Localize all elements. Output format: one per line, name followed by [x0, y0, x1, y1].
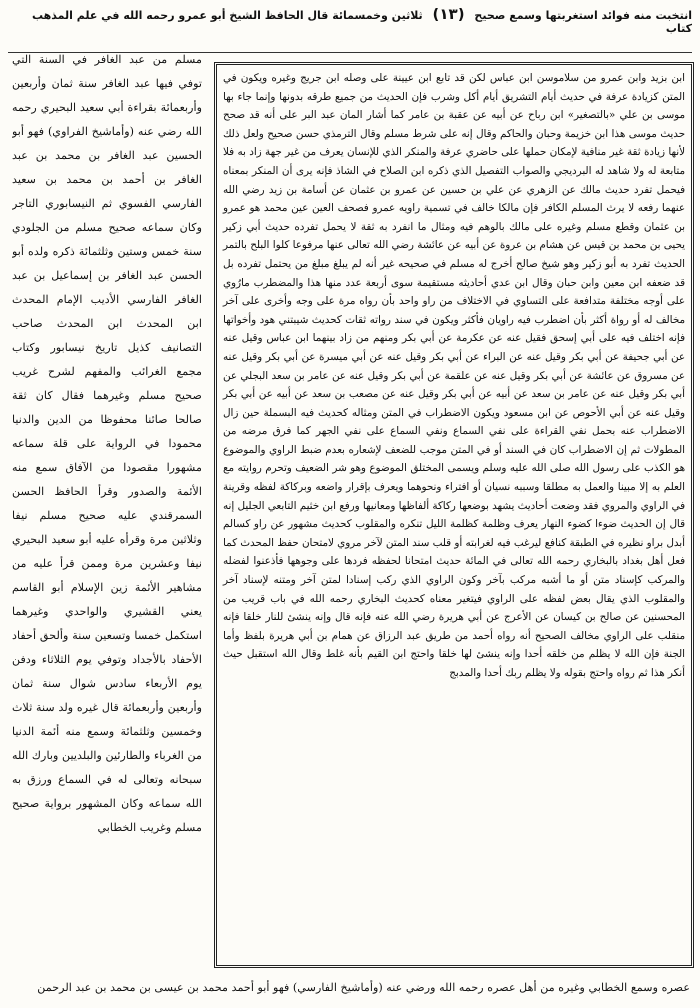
margin-text-body: مسلم من عبد الغافر في السنة التي توفي فيها عبد الغافر سنة ثمان وأربعين وأربعمائة بقراءة أبي سعيد البحيري رحمه الله رضي عنه (وأماشيخ الفراوي) فهو أبو الحسين عبد الغافر بن محمد بن عبد الغافر بن أحمد بن محمد بن سعيد الفارسي الفسوي ثم النيسابوري التاجر وكان سماعه صحيح مسلم من الجلودي سنة خمس وستين وثلثمائة ذكره ولده أبو الحسن عبد الغافر بن إسماعيل بن عبد الغافر الفارسي الأديب الإمام المحدث ابن المحدث ابن المحدث صاحب التصانيف كذيل تاريخ نيسابور وكتاب مجمع الغرائب والمفهم لشرح غريب صحيح مسلم وغيرهما فقال كان ثقة صالحا صائنا محفوظا من الدين والدنيا محمودا في الرواية على قلة سماعه مشهورا مقصودا من الآفاق سمع منه الأئمة والصدور وقرأ الحافظ الحسن السمرقندي عليه صحيح مسلم نيفا وثلاثين مرة وقرأه عليه أبو سعيد البحيري نيفا وعشرين مرة وممن قرأ عليه من مشاهير الأئمة زين الإسلام أبو القاسم يعني القشيري والواحدي وغيرهما استكمل خمسا وتسعين سنة وألحق أحفاد الأحفاد بالأجداد وتوفي يوم الثلاثاء ودفن يوم الأربعاء سادس شوال سنة ثمان وأربعين وأربعمائة قال غيره ولد سنة ثلاث وخمسين وثلثمائة وسمع منه أئمة الدنيا من الغرباء والطارئين والبلديين وبارك الله سبحانه وتعالى له في السماع ورزق به الله سماعه وكان المشهور برواية صحيح مسلم وغريب الخطابي	[12, 53, 202, 834]
running-title: ثلاثين وخمسمائة قال الحافظ الشيخ أبو عمرو رحمه الله في علم المذهب كتاب	[31, 9, 692, 35]
page-header	[8, 8, 692, 53]
margin-commentary	[12, 48, 202, 970]
page-number: (١٣)	[432, 8, 465, 23]
footer-continuation: عصره وسمع الخطابي وغيره من أهل عصره رحمه الله ورضي عنه (وأماشيخ الفارسي) فهو أبو أحمد محمد بن عيسى بن محمد بن عبد الرحمن	[37, 981, 690, 994]
margin-heading: انتخبت منه فوائد استغربتها وسمع صحيح	[474, 9, 692, 22]
main-text-frame	[214, 62, 694, 968]
main-text-body: ابن بزيد وابن عمرو من سلاموسن ابن عباس لكن قد تابع ابن عيينة على وصله ابن جريج وغيره ويكون في المتن كزيادة عرفة في حديث أيام التشريق أيام أكل وشرب فإن الحديث من جميع طرقه بدونها وإنما جاء بها موسى بن علي «بالتصغير» ابن رباح عن أبيه عن عقبة بن عامر كما أشار المان عبد البر على أنه قد صحح حديث موسى هذا ابن خزيمة وحبان والحاكم وقال إنه على شرط مسلم وقال الترمذي حسن صحيح ولعل ذلك لأنها زيادة ثقة غير منافية لإمكان حملها على حاضري عرفة والمنكر الذي للإنسان يعرف من غير جهة زاد به فلا متابعة له ولا شاهد له البرديجي والصواب التفصيل الذي ذكره ابن الصلاح في الشاذ فإنه يرى أن المنكر بمعناه فيحمل تفرد حديث مالك عن الزهري عن علي بن حسين عن عمرو بن عثمان عن أسامة بن زيد رضي الله عنهما رفعه لا يرث المسلم الكافر فإن مالكا خالف في تسمية راويه عمرو فصحف العين عين محمد هو عمرو بن عثمان وقطع مسلم وغيره على مالك بالوهم فيه ومثال ما انفرد به ثقة لا يحمل تفرده حديث أبي زكير يحيى بن محمد بن قيس عن هشام بن عروة عن أبيه عن عائشة رضي الله تعالى عنها مرفوعا كلوا البلح بالتمر الحديث تفرد به أبو زكير وهو شيخ صالح أخرج له مسلم في صحيحه غير أنه لم يبلغ مبلغ من يحتمل تفرده بل قد ضعفه ابن معين وابن حبان وقال ابن عدي أحاديثه مستقيمة سوى أربعة عدد منها هذا والمضطرب مارُوي على أوجه مختلفة متدافعة على التساوي في الاختلاف من راو واحد بأن رواه مرة على وجه وأخرى على آخر مخالف له أو رواة أكثر بأن اضطرب فيه راويان فأكثر ويكون في سند رواته ثقات كحديث شيبتني هود وأخواتها فإنه اختلف فيه على أبي إسحق فقيل عنه عن عكرمة عن أبي بكر ومنهم من زاد بينهما ابن عباس وقيل عنه عن أبي جحيفة عن أبي بكر وقيل عنه عن البراء عن أبي بكر وقيل عنه عن أبي ميسرة عن أبي بكر وقيل عنه عن مسروق عن عائشة عن أبي بكر وقيل عنه عن علقمة عن أبي بكر وقيل عنه عن عامر بن سعد البجلي عن أبي بكر وقيل عنه عن عامر بن سعد عن أبيه عن أبي بكر وقيل عنه عن مصعب بن سعد عن أبيه عن أبي بكر وقيل عنه عن أبي الأحوص عن ابن مسعود ويكون الاضطراب في المتن ومثاله كحديث فيه البسملة حين زال الاضطراب عنه بحمل نفي القراءة على نفي السماع ونفي السماع على نفي الجهر كما فرق مرضه من المطولات ثم إن الاضطراب كان في السند أو في المتن موجب للضعف لإشعاره بعدم ضبط الراوي والموضوع هو الكذب على رسول الله صلى الله عليه وسلم ويسمى المختلق الموضوع وهو شر الضعيف وتحرم روايته مع العلم به إلا مبينا والعمل به مطلقا وسببه نسيان أو افتراء ونحوهما ويعرف بإقرار واضعه وبركاكة لفظه وقرينة في الراوي والمروي فقد وضعت أحاديث يشهد بوضعها ركاكة ألفاظها ومعانيها ورفع ابن خثيم التابعي الجليل إنه قال إن الحديث ضوءا كضوء النهار يعرف وظلمة كظلمة الليل تنكره والمقلوب كحديث مشهور عن راو كسالم أبدل براو نظيره في الطبقة كنافع ليرغب فيه لغرابته أو قلب سند المتن لآخر مروي لامتحان حفظ المحدث كما فعل أهل بغداد بالبخاري رحمه الله تعالى في المائة حديث امتحانا لحفظه فردها على وجوهها فأذعنوا لفضله والمركب كإسناد متن أو ما أشبه مركب بآخر وكون الراوي الذي ركب إسنادا لمتن آخر ومتنه لإسناد آخر والمقلوب الذي يقال بعض لفظه على الراوي فيتغير معناه كحديث البخاري رحمه الله في باب قريب من المحسنين عن صالح بن كيسان عن الأعرج عن أبي هريرة رضي الله عنه فإنه قال وإنه ينشئ للنار خلقا فإنه منقلب على الراوي مخالف الصحيح أنه رواه أحمد من طريق عبد الرزاق عن همام بن أبي هريرة بلفظ وأما الجنة فإن الله لا يظلم من خلقه أحدا وإنه ينشئ لها خلقا واحتج ابن القيم بأنه غلط وقال الله استقبل حيث أنكر هذا ثم رواه واحتج بقوله ولا يظلم ربك أحدا والمدبج	[223, 72, 685, 679]
